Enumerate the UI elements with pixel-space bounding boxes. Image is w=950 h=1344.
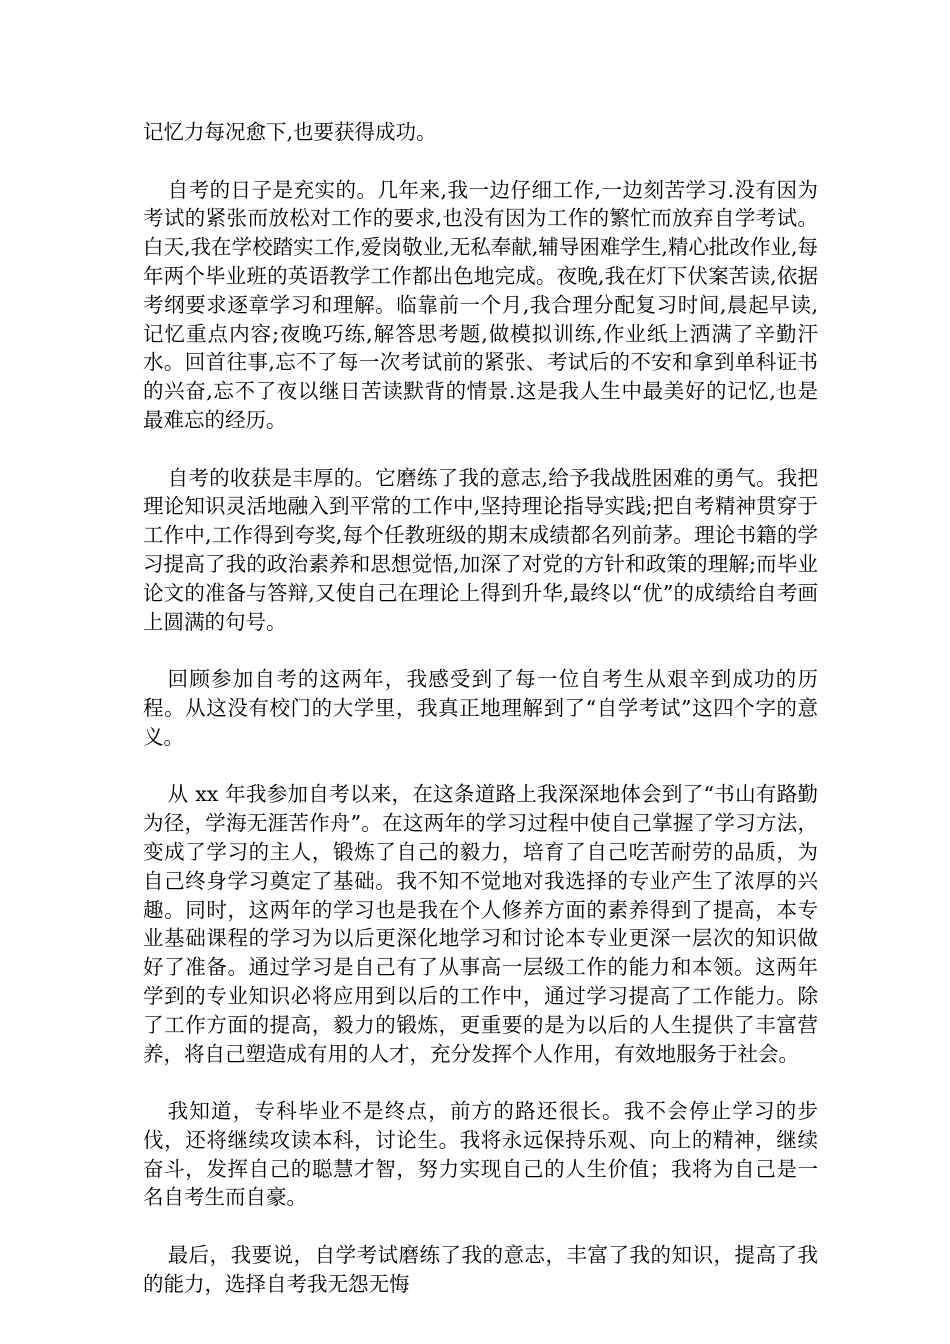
paragraph-self-study-days: 自考的日子是充实的。几年来,我一边仔细工作,一边刻苦学习.没有因为考试的紧张而放松对工作的要求,也没有因为工作的繁忙而放弃自学考试。白天,我在学校踏实工作,爱岗敬业,无私奉献,辅导困难学生,精心批改作业,每年两个毕业班的英语教学工作都出色地完成。夜晚,我在灯下伏案苦读,依据考纲要求逐章学习和理解。临靠前一个月,我合理分配复习时间,晨起早读,记忆重点内容;夜晚巧练,解答思考题,做模拟训练,作业纸上洒满了辛勤汗水。回首往事,忘不了每一次考试前的紧张、考试后的不安和拿到单科证书的兴奋,忘不了夜以继日苦读默背的情景.这是我人生中最美好的记忆,也是最难忘的经历。: [143, 177, 818, 432]
paragraph-experience: 从 xx 年我参加自考以来，在这条道路上我深深地体会到了“书山有路勤为径，学海无涯苦作舟”。在这两年的学习过程中使自己掌握了学习方法，变成了学习的主人，锻炼了自己的毅力，培育了自己吃苦耐劳的品质，为自己终身学习奠定了基础。我不知不觉地对我选择的专业产生了浓厚的兴趣。同时，这两年的学习也是我在个人修养方面的素养得到了提高，本专业基础课程的学习为以后更深化地学习和讨论本专业更深一层次的知识做好了准备。通过学习是自己有了从事高一层级工作的能力和本领。这两年学到的专业知识必将应用到以后的工作中，通过学习提高了工作能力。除了工作方面的提高，毅力的锻炼，更重要的是为以后的人生提供了丰富营养，将自己塑造成有用的人才，充分发挥个人作用，有效地服务于社会。: [143, 782, 818, 1066]
paragraph-review: 回顾参加自考的这两年，我感受到了每一位自考生从艰辛到成功的历程。从这没有校门的大学里，我真正地理解到了“自学考试”这四个字的意义。: [143, 667, 818, 749]
paragraph-continuation: 记忆力每况愈下,也要获得成功。: [143, 120, 437, 144]
paragraph-future: 我知道，专科毕业不是终点，前方的路还很长。我不会停止学习的步伐，还将继续攻读本科，讨论生。我将永远保持乐观、向上的精神，继续奋斗，发挥自己的聪慧才智，努力实现自己的人生价值；我将为自己是一名自考生而自豪。: [143, 1099, 818, 1210]
paragraph-self-study-gains: 自考的收获是丰厚的。它磨练了我的意志,给予我战胜困难的勇气。我把理论知识灵活地融入到平常的工作中,坚持理论指导实践;把自考精神贯穿于工作中,工作得到夸奖,每个任教班级的期末成绩都名列前茅。理论书籍的学习提高了我的政治素养和思想觉悟,加深了对党的方针和政策的理解;而毕业论文的准备与答辩,又使自己在理论上得到升华,最终以“优”的成绩给自考画上圆满的句号。: [143, 465, 818, 634]
paragraph-conclusion: 最后，我要说，自学考试磨练了我的意志，丰富了我的知识，提高了我的能力，选择自考我无怨无悔: [143, 1243, 818, 1296]
document-page: [143, 118, 818, 1327]
